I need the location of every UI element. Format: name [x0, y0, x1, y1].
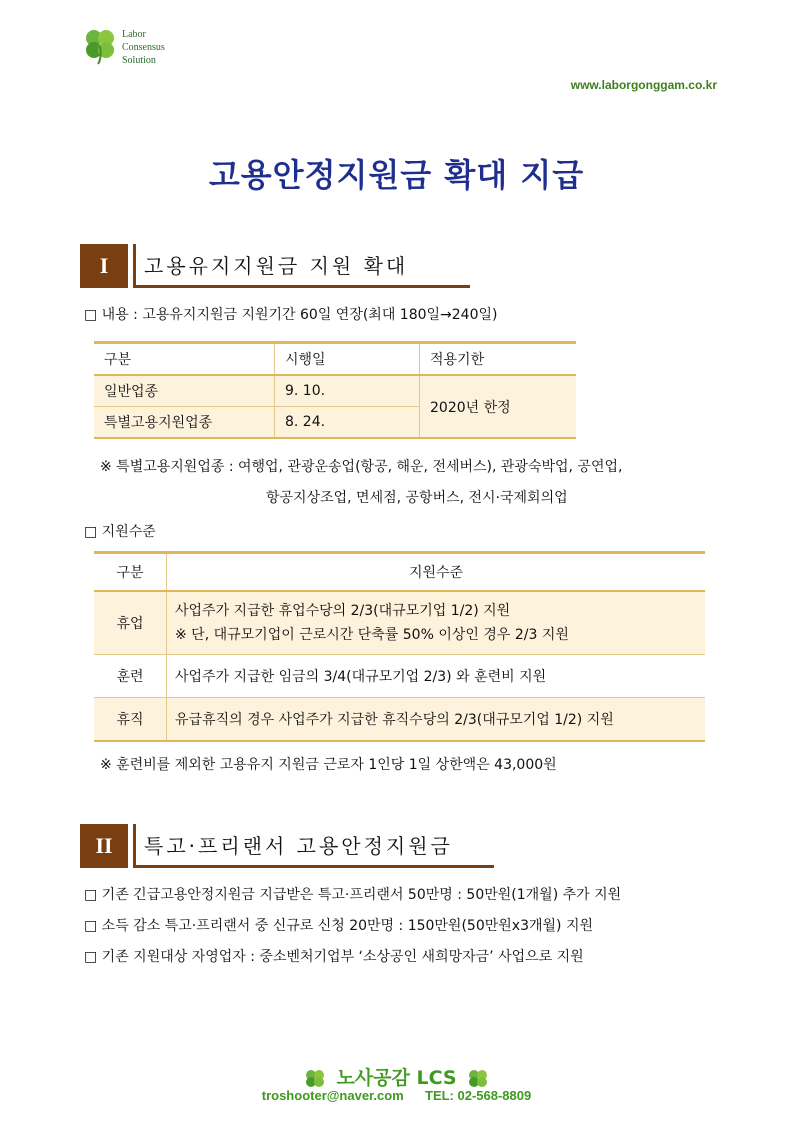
- table-header-cell: 적용기한: [420, 343, 577, 376]
- table-header-cell: 시행일: [275, 343, 420, 376]
- clover-icon: [304, 1068, 326, 1090]
- section-1-underline: [136, 285, 470, 288]
- daily-limit-note: ※ 훈련비를 제외한 고용유지 지원금 근로자 1인당 1일 상한액은 43,000원: [100, 757, 557, 773]
- footer-brand-name: 노사공감 LCS: [336, 1067, 457, 1089]
- table-header-cell: 구분: [94, 553, 167, 592]
- freelancer-item: □ 기존 지원대상 자영업자 : 중소벤처기업부 ‘소상공인 새희망자금’ 사업으로 지원: [84, 949, 584, 965]
- table-cell: 휴업: [94, 591, 167, 655]
- table-cell: 특별고용지원업종: [94, 407, 275, 439]
- section-1-number: I: [80, 244, 128, 288]
- table-cell: 사업주가 지급한 임금의 3/4(대규모기업 2/3) 와 훈련비 지원: [167, 655, 706, 698]
- table-header-row: [94, 553, 705, 592]
- site-url[interactable]: www.laborgonggam.co.kr: [570, 78, 717, 92]
- table-row: [94, 591, 705, 655]
- section-1-title: 고용유지지원금 지원 확대: [144, 254, 409, 278]
- table-row: [94, 375, 576, 407]
- support-level-table: [94, 551, 705, 742]
- industry-note-line-2: 항공지상조업, 면세점, 공항버스, 전시·국제회의업: [266, 490, 568, 506]
- table-header-cell: 구분: [94, 343, 275, 376]
- table-row: [94, 698, 705, 742]
- table-header-row: [94, 343, 576, 376]
- page-title: 고용안정지원금 확대 지급: [208, 156, 585, 194]
- industry-note-line-1: ※ 특별고용지원업종 : 여행업, 관광운송업(항공, 해운, 전세버스), 관광숙박업, 공연업,: [100, 459, 623, 475]
- logo-line-2: Consensus: [122, 42, 165, 53]
- table-cell: 휴직: [94, 698, 167, 742]
- enforcement-table: [94, 341, 576, 439]
- freelancer-item: □ 기존 긴급고용안정지원금 지급받은 특고·프리랜서 50만명 : 50만원(1개월) 추가 지원: [84, 887, 622, 903]
- freelancer-item: □ 소득 감소 특고·프리랜서 중 신규로 신청 20만명 : 150만원(50만원x3개월) 지원: [84, 918, 593, 934]
- section-2-underline: [136, 865, 494, 868]
- section-1-header: [80, 244, 470, 288]
- footer-brand: [0, 1063, 793, 1090]
- company-logo: [80, 22, 200, 72]
- table-cell: 9. 10.: [275, 375, 420, 407]
- logo-line-1: Labor: [122, 29, 146, 40]
- table-header-cell: 지원수준: [167, 553, 706, 592]
- footer-email[interactable]: troshooter@naver.com: [261, 1088, 404, 1103]
- table-cell: 유급휴직의 경우 사업주가 지급한 휴직수당의 2/3(대규모기업 1/2) 지원: [167, 698, 706, 742]
- table-cell: [167, 591, 706, 655]
- clover-icon: [80, 26, 120, 66]
- logo-text: [122, 28, 165, 67]
- section-2-divider: [133, 824, 136, 868]
- section-1-divider: [133, 244, 136, 288]
- footer-contact: [0, 1088, 793, 1103]
- support-subnote: ※ 단, 대규모기업이 근로시간 단축률 50% 이상인 경우 2/3 지원: [175, 627, 569, 643]
- section-1-content: □ 내용 : 고용유지지원금 지원기간 60일 연장(최대 180일→240일): [84, 307, 498, 323]
- table-cell-merged: 2020년 한정: [420, 375, 577, 438]
- table-cell: 훈련: [94, 655, 167, 698]
- clover-icon: [467, 1068, 489, 1090]
- section-2-title: 특고·프리랜서 고용안정지원금: [144, 834, 453, 858]
- table-cell: 일반업종: [94, 375, 275, 407]
- footer-phone: TEL: 02-568-8809: [425, 1088, 532, 1103]
- table-cell: 8. 24.: [275, 407, 420, 439]
- logo-line-3: Solution: [122, 55, 156, 66]
- section-2-header: [80, 824, 494, 868]
- table-row: [94, 655, 705, 698]
- support-text: 사업주가 지급한 휴업수당의 2/3(대규모기업 1/2) 지원: [175, 603, 511, 619]
- section-2-number: II: [80, 824, 128, 868]
- support-level-heading: □ 지원수준: [84, 524, 156, 540]
